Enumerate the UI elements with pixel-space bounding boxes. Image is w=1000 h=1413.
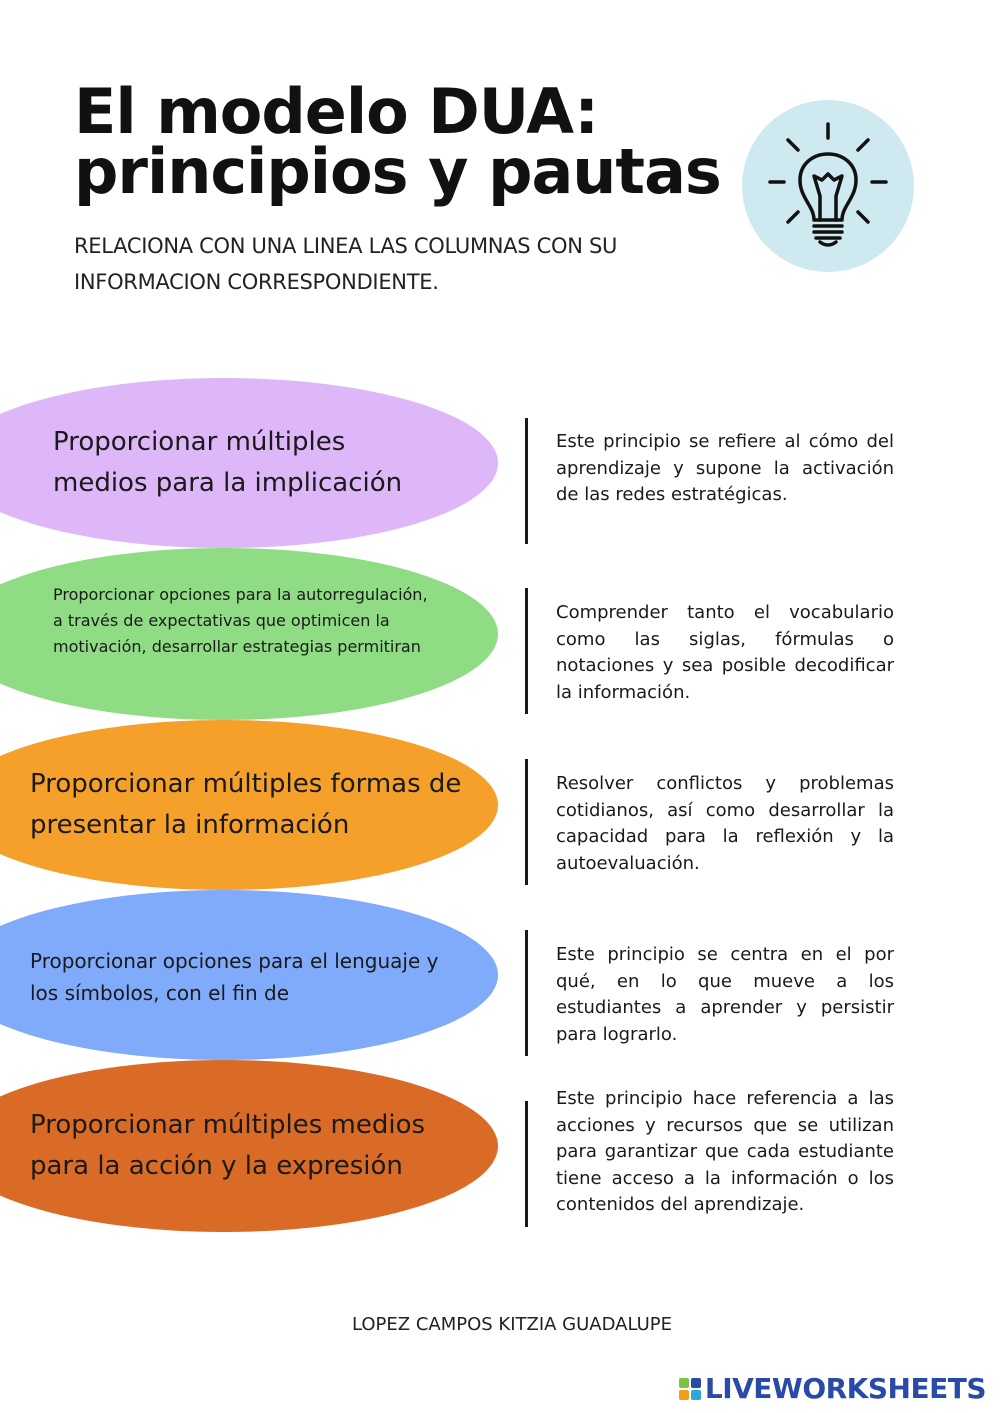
description-2[interactable]: Comprender tanto el vocabulario como las siglas, fórmulas o notaciones y sea posible decodificar la información. xyxy=(556,602,894,703)
liveworksheets-brand xyxy=(679,1372,986,1405)
oval-item-1-text: Proporcionar múltiples medios para la implicación xyxy=(53,427,403,498)
divider-3 xyxy=(525,759,528,885)
description-3[interactable]: Resolver conflictos y problemas cotidianos, así como desarrollar la capacidad para la reflexión y la autoevaluación. xyxy=(556,773,894,874)
divider-2 xyxy=(525,588,528,714)
description-4[interactable]: Este principio se centra en el por qué, en lo que mueve a los estudiantes a aprender y persistir para lograrlo. xyxy=(556,944,894,1045)
title-line-2: principios y pautas xyxy=(74,135,721,208)
oval-item-5-text: Proporcionar múltiples medios para la acción y la expresión xyxy=(30,1110,426,1181)
oval-item-4-text: Proporcionar opciones para el lenguaje y los símbolos, con el fin de xyxy=(30,949,439,1005)
title-line-1: El modelo DUA: xyxy=(74,75,599,148)
divider-1 xyxy=(525,418,528,544)
description-5[interactable]: Este principio hace referencia a las acciones y recursos que se utilizan para garantizar que cada estudiante tiene acceso a la información o los contenidos del aprendizaje. xyxy=(556,1088,894,1215)
oval-item-1[interactable] xyxy=(0,378,498,548)
oval-item-2-text: Proporcionar opciones para la autorregulación, a través de expectativas que optimicen la motivación, desarrollar estrategias permitiran xyxy=(53,585,428,656)
lightbulb-badge xyxy=(742,100,914,272)
instructions-text: RELACIONA CON UNA LINEA LAS COLUMNAS CON SU INFORMACION CORRESPONDIENTE. xyxy=(74,234,618,294)
lightbulb-icon xyxy=(742,100,914,272)
page-title xyxy=(74,75,721,208)
oval-item-3-text: Proporcionar múltiples formas de presentar la información xyxy=(30,769,462,840)
oval-item-3[interactable] xyxy=(0,720,498,890)
divider-4 xyxy=(525,930,528,1056)
author-name: LOPEZ CAMPOS KITZIA GUADALUPE xyxy=(351,1314,673,1335)
description-1[interactable]: Este principio se refiere al cómo del aprendizaje y supone la activación de las redes estratégicas. xyxy=(556,431,894,505)
oval-item-5[interactable] xyxy=(0,1060,498,1232)
liveworksheets-logo-icon xyxy=(679,1378,701,1400)
oval-item-4[interactable] xyxy=(0,890,498,1060)
brand-text: LIVEWORKSHEETS xyxy=(704,1372,986,1405)
oval-item-2[interactable] xyxy=(0,548,498,720)
divider-5 xyxy=(525,1101,528,1227)
